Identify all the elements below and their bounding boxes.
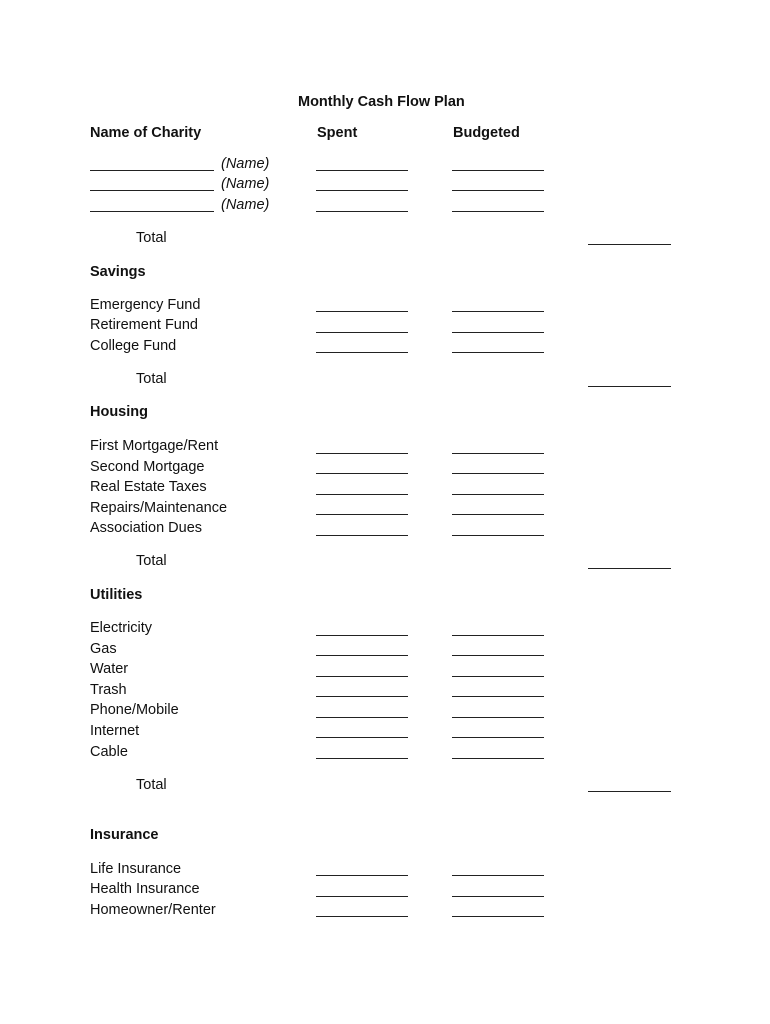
housing-total-label: Total [136,553,167,569]
charity-name-blank[interactable] [90,210,214,212]
savings-budgeted-blank[interactable] [452,310,544,312]
charity-budgeted-blank[interactable] [452,210,544,212]
housing-spent-blank[interactable] [316,452,408,454]
savings-item-label: Emergency Fund [90,297,201,313]
utilities-item-label: Cable [90,744,128,760]
utilities-spent-blank[interactable] [316,757,408,759]
charity-spent-blank[interactable] [316,189,408,191]
insurance-item-label: Life Insurance [90,861,182,877]
charity-name-label: (Name) [221,176,270,192]
insurance-spent-blank[interactable] [316,915,408,917]
savings-budgeted-blank[interactable] [452,331,544,333]
utilities-budgeted-blank[interactable] [452,675,544,677]
insurance-budgeted-blank[interactable] [452,895,544,897]
utilities-budgeted-blank[interactable] [452,757,544,759]
savings-budgeted-blank[interactable] [452,351,544,353]
housing-heading: Housing [90,404,148,420]
utilities-spent-blank[interactable] [316,736,408,738]
charity-budgeted-blank[interactable] [452,169,544,171]
housing-item-label: First Mortgage/Rent [90,438,219,454]
charity-name-label: (Name) [221,197,270,213]
housing-spent-blank[interactable] [316,513,408,515]
housing-budgeted-blank[interactable] [452,493,544,495]
housing-item-label: Real Estate Taxes [90,479,207,495]
charity-total-label: Total [136,230,167,246]
housing-spent-blank[interactable] [316,472,408,474]
charity-name-blank[interactable] [90,169,214,171]
housing-spent-blank[interactable] [316,534,408,536]
savings-spent-blank[interactable] [316,310,408,312]
utilities-budgeted-blank[interactable] [452,736,544,738]
charity-spent-blank[interactable] [316,169,408,171]
housing-total-blank[interactable] [588,567,671,569]
charity-budgeted-blank[interactable] [452,189,544,191]
housing-spent-blank[interactable] [316,493,408,495]
insurance-item-label: Health Insurance [90,881,200,897]
housing-budgeted-blank[interactable] [452,534,544,536]
savings-item-label: College Fund [90,338,177,354]
savings-total-label: Total [136,371,167,387]
insurance-budgeted-blank[interactable] [452,915,544,917]
housing-item-label: Repairs/Maintenance [90,500,228,516]
header-budgeted: Budgeted [453,125,520,141]
savings-heading: Savings [90,264,146,280]
charity-name-blank[interactable] [90,189,214,191]
utilities-budgeted-blank[interactable] [452,654,544,656]
header-name-of-charity: Name of Charity [90,125,202,141]
utilities-budgeted-blank[interactable] [452,634,544,636]
savings-spent-blank[interactable] [316,331,408,333]
utilities-item-label: Water [90,661,129,677]
savings-total-blank[interactable] [588,385,671,387]
charity-name-label: (Name) [221,156,270,172]
charity-spent-blank[interactable] [316,210,408,212]
housing-budgeted-blank[interactable] [452,472,544,474]
header-spent: Spent [317,125,358,141]
insurance-spent-blank[interactable] [316,874,408,876]
utilities-total-label: Total [136,777,167,793]
insurance-item-label: Homeowner/Renter [90,902,216,918]
utilities-item-label: Internet [90,723,140,739]
page-title: Monthly Cash Flow Plan [298,94,465,110]
utilities-budgeted-blank[interactable] [452,716,544,718]
savings-item-label: Retirement Fund [90,317,198,333]
utilities-heading: Utilities [90,587,143,603]
housing-item-label: Second Mortgage [90,459,205,475]
utilities-spent-blank[interactable] [316,654,408,656]
utilities-spent-blank[interactable] [316,716,408,718]
utilities-item-label: Gas [90,641,117,657]
charity-total-blank[interactable] [588,243,671,245]
housing-budgeted-blank[interactable] [452,452,544,454]
utilities-total-blank[interactable] [588,790,671,792]
savings-spent-blank[interactable] [316,351,408,353]
utilities-spent-blank[interactable] [316,675,408,677]
utilities-spent-blank[interactable] [316,695,408,697]
insurance-budgeted-blank[interactable] [452,874,544,876]
insurance-spent-blank[interactable] [316,895,408,897]
utilities-item-label: Trash [90,682,127,698]
insurance-heading: Insurance [90,827,159,843]
utilities-spent-blank[interactable] [316,634,408,636]
housing-item-label: Association Dues [90,520,203,536]
housing-budgeted-blank[interactable] [452,513,544,515]
utilities-item-label: Electricity [90,620,153,636]
utilities-budgeted-blank[interactable] [452,695,544,697]
utilities-item-label: Phone/Mobile [90,702,179,718]
